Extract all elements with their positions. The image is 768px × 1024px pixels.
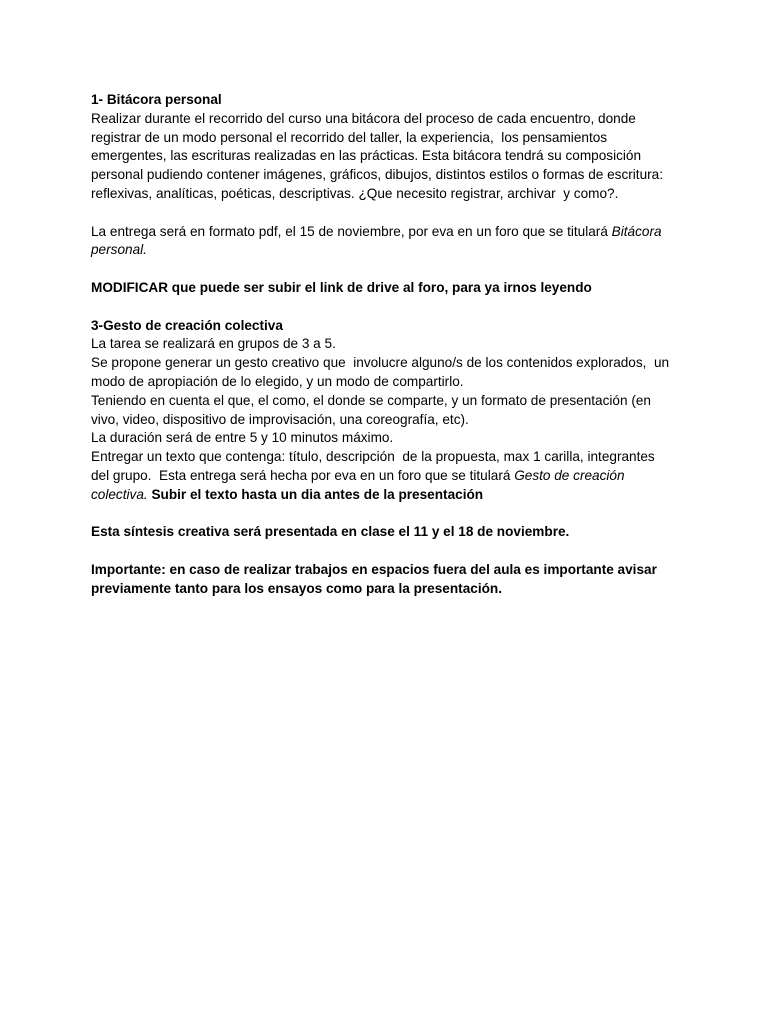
paragraph-gap <box>91 542 691 561</box>
section3-line-2: Se propone generar un gesto creativo que involucre alguno/s de los contenidos explorados, un <box>91 355 670 371</box>
section1-line-3: emergentes, las escrituras realizadas en las prácticas. Esta bitácora tendrá su composición <box>91 148 642 164</box>
section1-line-2: registrar de un modo personal el recorrido del taller, la experiencia, los pensamientos <box>91 129 608 145</box>
section3-line-1: La tarea se realizará en grupos de 3 a 5. <box>91 336 336 352</box>
delivery-italic-title-2: personal. <box>91 242 147 258</box>
delivery-line-1 <box>91 223 691 242</box>
paragraph-gap <box>91 505 691 524</box>
section3-heading: 3-Gesto de creación colectiva <box>91 317 283 333</box>
summary-text: Esta síntesis creativa será presentada en clase el 11 y el 18 de noviembre. <box>91 524 570 540</box>
paragraph-gap <box>91 204 691 223</box>
section3-line-8 <box>91 467 691 486</box>
group-italic-title: Gesto de creación <box>514 467 625 483</box>
delivery-text: La entrega será en formato pdf, el 15 de noviembre, por eva en un foro que se titulará <box>91 223 612 239</box>
section3-line-3: modo de apropiación de lo elegido, y un modo de compartirlo. <box>91 373 464 389</box>
section1-line-4: personal pudiendo contener imágenes, gráficos, dibujos, distintos estilos o formas de escritura: <box>91 167 664 183</box>
section3-line-9 <box>91 486 691 505</box>
group-line-text: del grupo. Esta entrega será hecha por eva en un foro que se titulará <box>91 467 515 483</box>
section3-line-6: La duración será de entre 5 y 10 minutos máximo. <box>91 430 394 446</box>
delivery-italic-title-1: Bitácora <box>611 223 662 239</box>
final-bold-note: Subir el texto hasta un dia antes de la presentación <box>147 486 484 502</box>
paragraph-gap <box>91 260 691 279</box>
modify-note: MODIFICAR que puede ser subir el link de drive al foro, para ya irnos leyendo <box>91 279 592 295</box>
document-page <box>91 91 691 599</box>
final-italic-title: colectiva. <box>91 486 148 502</box>
paragraph-gap <box>91 298 691 317</box>
section3-line-5: vivo, video, dispositivo de improvisación, una coreografía, etc). <box>91 411 469 427</box>
section1-line-1: Realizar durante el recorrido del curso una bitácora del proceso de cada encuentro, donde <box>91 110 636 126</box>
important-line-2: previamente tanto para los ensayos como para la presentación. <box>91 580 502 596</box>
section1-heading: 1- Bitácora personal <box>91 92 222 107</box>
important-line-1: Importante: en caso de realizar trabajos en espacios fuera del aula es importante avisar <box>91 561 657 577</box>
section3-line-7: Entregar un texto que contenga: título, descripción de la propuesta, max 1 carilla, integrantes <box>91 449 655 465</box>
section1-line-5: reflexivas, analíticas, poéticas, descriptivas. ¿Que necesito registrar, archivar y como?. <box>91 185 619 201</box>
section3-line-4: Teniendo en cuenta el que, el como, el donde se comparte, y un formato de presentación (en <box>91 392 651 408</box>
